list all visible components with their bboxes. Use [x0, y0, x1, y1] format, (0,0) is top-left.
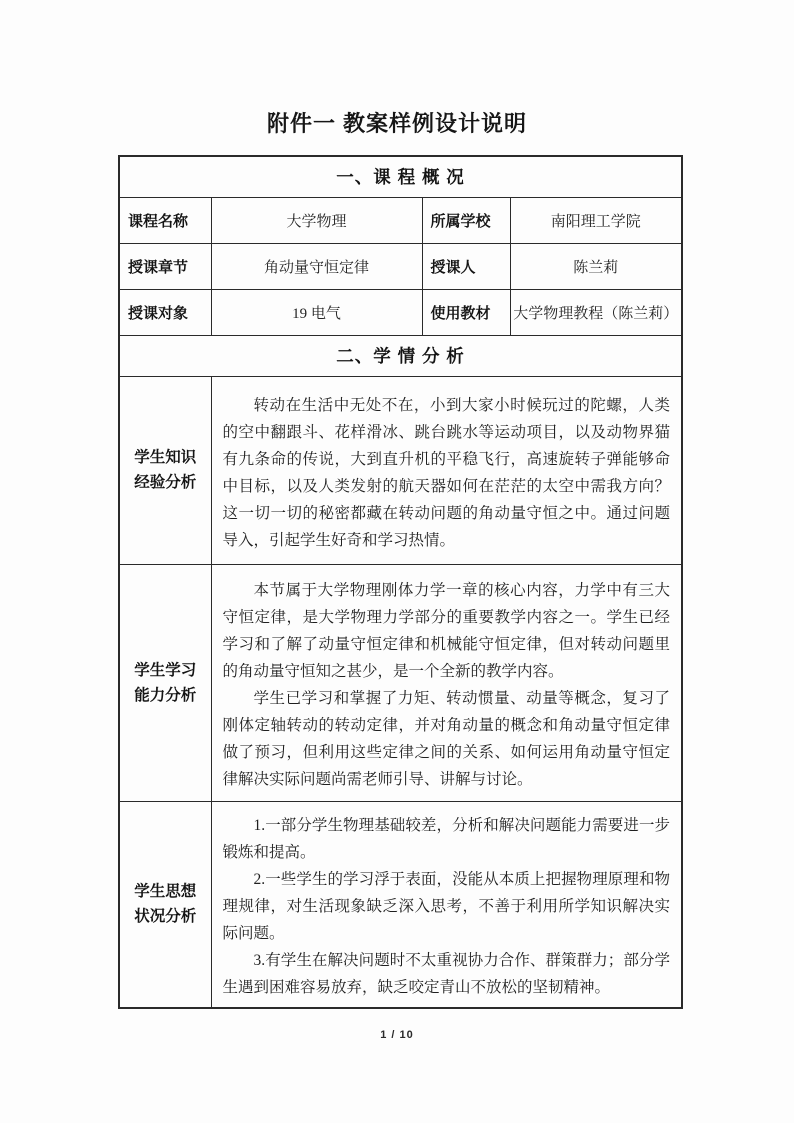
field-value-chapter: 角动量守恒定律: [211, 243, 422, 289]
analysis-paragraph: 本节属于大学物理刚体力学一章的核心内容，力学中有三大守恒定律，是大学物理力学部分的重要教学内容之一。学生已经学习和了解了动量守恒定律和机械能守恒定律，但对转动问题里的角动量守恒知之甚少，是一个全新的教学内容。: [222, 582, 671, 680]
analysis-label-thought: [119, 801, 211, 1008]
field-value-textbook: 大学物理教程（陈兰莉）: [510, 289, 682, 335]
analysis-row-ability: [119, 564, 682, 801]
section-header-row-course-overview: [119, 156, 682, 197]
section-header-learning-analysis: 二、学 情 分 析: [119, 335, 682, 376]
field-label-textbook: 使用教材: [422, 289, 510, 335]
field-value-school: 南阳理工学院: [510, 197, 682, 243]
analysis-paragraph: 学生已学习和掌握了力矩、转动惯量、动量等概念，复习了刚体定轴转动的转动定律，并对角动量的概念和角动量守恒定律做了预习，但利用这些定律之间的关系、如何运用角动量守恒定律解决实际问题尚需老师引导、讲解与讨论。: [222, 690, 671, 788]
course-info-row: [119, 243, 682, 289]
analysis-row-thought: [119, 801, 682, 1008]
field-label-chapter: 授课章节: [119, 243, 211, 289]
analysis-content-ability: [211, 564, 682, 801]
lesson-plan-table: [118, 155, 683, 1009]
field-label-course-name: 课程名称: [119, 197, 211, 243]
section-header-row-learning-analysis: [119, 335, 682, 376]
field-value-course-name: 大学物理: [211, 197, 422, 243]
document-title: 附件一 教案样例设计说明: [266, 111, 528, 136]
course-info-row: [119, 289, 682, 335]
analysis-label-line: 经验分析: [134, 474, 197, 491]
analysis-paragraph: 3.有学生在解决问题时不太重视协力合作、群策群力；部分学生遇到困难容易放弃，缺乏咬定青山不放松的坚韧精神。: [222, 952, 671, 997]
analysis-label-line: 状况分析: [134, 908, 197, 926]
analysis-label-line: 能力分析: [134, 686, 197, 704]
analysis-paragraph: 2.一些学生的学习浮于表面，没能从本质上把握物理原理和物理规律，对生活现象缺乏深入思考，不善于利用所学知识解决实际问题。: [222, 871, 671, 943]
analysis-paragraph: 1.一部分学生物理基础较差，分析和解决问题能力需要进一步锻炼和提高。: [222, 817, 671, 862]
analysis-label-knowledge: [119, 376, 211, 564]
analysis-row-knowledge: [119, 376, 682, 564]
analysis-paragraph: 转动在生活中无处不在，小到大家小时候玩过的陀螺，人类的空中翻跟斗、花样滑冰、跳台跳水等运动项目，以及动物界猫有九条命的传说，大到直升机的平稳飞行，高速旋转子弹能够命中目标，以及人类发射的航天器如何在茫茫的太空中需我方向？这一切一切的秘密都藏在转动问题的角动量守恒之中。通过问题导入，引起学生好奇和学习热情。: [222, 396, 671, 549]
field-label-school: 所属学校: [422, 197, 510, 243]
analysis-label-line: 学生知识: [134, 449, 197, 466]
analysis-content-thought: [211, 801, 682, 1008]
analysis-content-knowledge: [211, 376, 682, 564]
field-value-lecturer: 陈兰莉: [510, 243, 682, 289]
analysis-label-line: 学生思想: [134, 883, 197, 901]
course-info-row: [119, 197, 682, 243]
analysis-label-line: 学生学习: [134, 661, 197, 679]
page-number: 1 / 10: [380, 1029, 414, 1041]
field-label-audience: 授课对象: [119, 289, 211, 335]
field-label-lecturer: 授课人: [422, 243, 510, 289]
field-value-audience: 19 电气: [211, 289, 422, 335]
section-header-course-overview: 一、课 程 概 况: [119, 156, 682, 197]
analysis-label-ability: [119, 564, 211, 801]
